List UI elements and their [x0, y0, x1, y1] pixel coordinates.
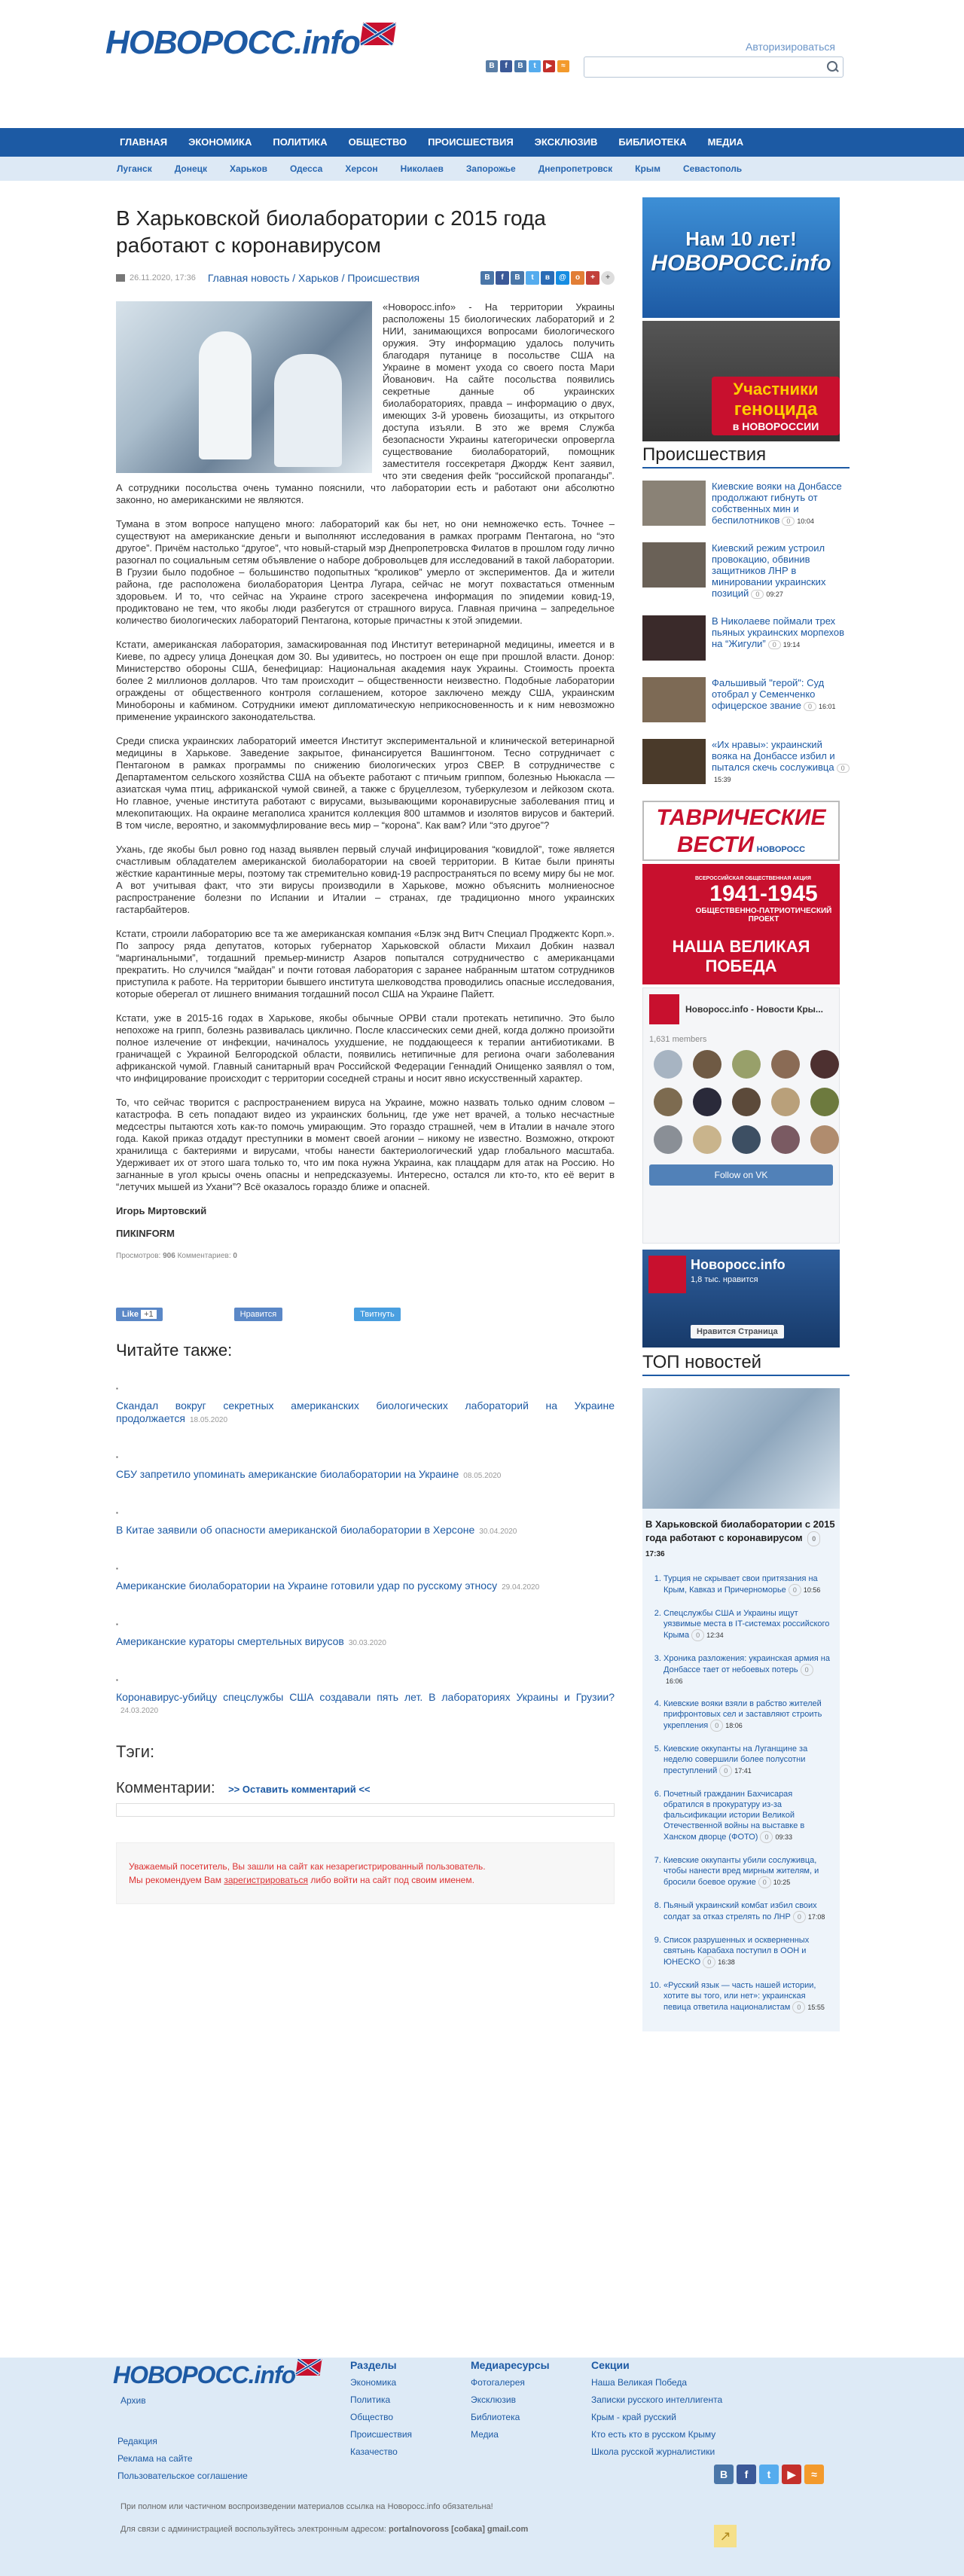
top-news-item	[664, 1653, 831, 1686]
related-date: 30.03.2020	[348, 1639, 386, 1647]
comment-count-badge: 0	[837, 764, 850, 773]
top-news-link[interactable]: Турция не скрывает свои притязания на Крым, Кавказ и Причерноморье	[664, 1574, 818, 1595]
vk-member-avatar[interactable]	[732, 1125, 761, 1154]
share-vk-icon[interactable]: В	[480, 271, 494, 285]
top-news-item	[664, 1608, 831, 1641]
top-news-item	[664, 1855, 831, 1888]
vk-member-avatar[interactable]	[693, 1125, 721, 1154]
top-news-item	[664, 1789, 831, 1843]
social-buttons	[116, 1308, 615, 1321]
vk-members: 1,631 members	[649, 1035, 707, 1044]
top-news-item	[664, 1699, 831, 1732]
comment-count-badge: 0	[751, 590, 764, 599]
region-nav-item[interactable]: Донецк	[174, 163, 208, 174]
search-input[interactable]	[584, 56, 844, 78]
related-item	[116, 1507, 615, 1538]
region-nav-item[interactable]: Херсон	[345, 163, 378, 174]
bullet-icon: ▪	[116, 1677, 118, 1683]
site-header	[0, 0, 964, 128]
share-icons	[480, 271, 615, 285]
footer-column	[591, 2359, 722, 2461]
share-more-icon[interactable]: +	[601, 271, 615, 285]
top-news-time: 10:56	[803, 1586, 821, 1594]
share-twitter-icon[interactable]: t	[526, 271, 539, 285]
region-nav	[0, 157, 964, 181]
logo-text[interactable]: НОВОРОСС.info	[105, 24, 360, 61]
vk-icon[interactable]: В	[714, 2465, 734, 2484]
footer-column-heading: Секции	[591, 2359, 630, 2371]
facebook-widget	[642, 1250, 840, 1348]
vk-member-avatar[interactable]	[654, 1088, 682, 1116]
related-item	[116, 1619, 615, 1650]
top-news-main	[642, 1518, 840, 1561]
article-column	[105, 197, 625, 1904]
incident-item	[642, 739, 850, 784]
incident-time: 19:14	[782, 641, 801, 649]
bullet-icon: ▪	[116, 1621, 118, 1628]
footer-copyright: При полном или частичном воспроизведении материалов ссылка на Новоросс.info обязательна!	[120, 2502, 493, 2511]
comment-form-bar[interactable]	[116, 1803, 615, 1817]
warn-pre: Мы рекомендуем Вам	[129, 1875, 224, 1885]
comment-count-badge: 0	[719, 1765, 732, 1777]
related-date: 24.03.2020	[120, 1707, 159, 1715]
vk-member-avatar[interactable]	[771, 1088, 800, 1116]
fb-like-page-button[interactable]: Нравится Страница	[691, 1325, 784, 1338]
comment-count-badge: 0	[801, 1664, 813, 1676]
article-stats	[116, 1250, 615, 1262]
top-news-block	[642, 1388, 840, 2031]
genocide-banner[interactable]	[642, 321, 840, 441]
article-body	[105, 289, 625, 1904]
footer-column	[471, 2359, 550, 2443]
vk-member-avatar[interactable]	[732, 1088, 761, 1116]
genocide-banner-label	[712, 377, 840, 435]
related-date: 30.04.2020	[479, 1528, 517, 1536]
incident-time: 15:39	[714, 776, 731, 783]
nav-item[interactable]: ПРОИСШЕСТВИЯ	[428, 136, 514, 148]
nav-item[interactable]: ЭКСКЛЮЗИВ	[534, 136, 598, 148]
footer-column-heading: Медиаресурсы	[471, 2359, 550, 2371]
related-link[interactable]: СБУ запретило упоминать американские биолаборатории на Украине	[116, 1468, 459, 1480]
incident-thumb[interactable]	[642, 481, 706, 526]
login-link[interactable]: Авторизироваться	[746, 41, 835, 53]
footer-link[interactable]: Редакция	[117, 2436, 157, 2446]
fb-page-title[interactable]: Новоросс.info	[691, 1257, 786, 1272]
fb-page-avatar[interactable]	[648, 1256, 686, 1293]
ad2-line2: геноцида	[734, 399, 818, 420]
vk-group-title[interactable]: Новоросс.info - Новости Кры...	[685, 1004, 823, 1015]
top-news-link[interactable]: Киевские оккупанты на Луганщине за неделю совершили более полусотни преступлений	[664, 1744, 808, 1775]
article-paragraph: Кстати, уже в 2015-16 годах в Харькове, якобы обычные ОРВИ стали протекать нетипично. Это было непохоже на грипп, болезнь развивалась циклично. После классических семи дней, когда должно произойти полное излечение от инфекции, начиналось ухудшение, не поддающееся к терапии антибиотиками. В граничащей с Украиной Белгородской области, появились нетипичные для региона очаги заболевания африканской чумой. Главный санитарный врач Российской Федерации Геннадий Онищенко заявлял о том, что инфицирование происходит с территории соседней страны и носит явно искусственный характер.	[116, 1012, 615, 1084]
article-title: В Харьковской биолаборатории с 2015 года работают с коронавирусом	[116, 206, 546, 257]
vk-member-avatar[interactable]	[810, 1125, 839, 1154]
article-paragraph: «Новоросс.info» - На территории Украины расположены 15 биологических лабораторий и 2 НИИ, занимающихся вопросами биологического оружия. Эту информацию удалось получить благодаря путанице в посольстве США на Украине в момент ухода со своего поста Мари Йованович. На сайте посольства появились секретные данные об украинских биолабораториях, правда – информацию о двух, имеющих 3-й уровень биозащиты, из открытого доступа изъяли. В это же время Служба безопасности Украины категорически опровергла существование биолабораторий, помощник заместителя госсекретаря Джордж Кент заявил, что эти сведения фейк “российской пропаганды”. А сотрудники посольства очень туманно пояснили, что лаборатории есть и работают они абсолютно законно, но американскими не являются.	[116, 301, 615, 505]
fb-like-label: Like	[122, 1310, 139, 1319]
share-lj-icon[interactable]: в	[541, 271, 554, 285]
related-item	[116, 1563, 615, 1594]
incidents-list	[642, 481, 850, 784]
top-news-heading: ТОП новостей	[642, 1352, 850, 1376]
top-news-item	[664, 1935, 831, 1968]
rss-icon[interactable]: ≈	[557, 60, 569, 72]
vk-group-avatar[interactable]	[649, 994, 679, 1024]
ad3-line2: ВЕСТИ	[676, 832, 755, 857]
guest-warning	[116, 1842, 615, 1904]
novorossiya-flag-icon	[360, 23, 396, 45]
article-paragraph: Тумана в этом вопросе напущено много: лабораторий как бы нет, но они немножечко есть. Точнее – существуют на американские деньги и выполняют исследования в рамках программ Пентагона, но “это другое”. Причём настолько “другое”, что новый-старый мэр Днепропетровска Филатов в прошлом году лично разогнал по социальным сетям объявление о наборе добровольцев для исследований в такой лаборатории. В Грузии было подобное – большинство подопытных “кроликов” умерло от экспериментов. Да и жители района, где расположена биолаборатория Центра Лугара, сейчас не могут похвастаться отменным здоровьем. И то, что сейчас на Украине строго засекречена информация по эпидемии ковид-19, продиктовано не тем, что якобы люди разбегутся от страшного вируса. Главная причина – запредельное количество биологических лабораторий Пентагона, которые причастны к этой эпидемии.	[116, 518, 615, 626]
top-news-list	[642, 1573, 840, 2013]
sidebar	[642, 197, 850, 2031]
region-nav-item[interactable]: Луганск	[117, 163, 152, 174]
incident-text	[712, 481, 850, 526]
views-label: Просмотров:	[116, 1252, 161, 1260]
article-paragraph: Ухань, где якобы был ровно год назад выявлен первый случай инфицирования “ковидлой”, тоже является счастливым обладателем американской биолаборатории на своей территории. В Китае были приняты жёсткие карантинные меры, поэтому так стремительно ковид-19 распространяться по всему миру бы не мог. А вот учитывая факт, что эти вирусы производили в Харькове, можно объяснить молниеносное распространение болезни по Испании и Италии – странах, где традиционно много украинских гастарбайтеров.	[116, 844, 615, 915]
top-news-link[interactable]: «Русский язык — часть нашей истории, хотите вы того, или нет»: украинская певица ответила националистам	[664, 1981, 816, 2012]
footer-column-link[interactable]: Библиотека	[471, 2412, 520, 2422]
top-news-time: 17:08	[807, 1913, 825, 1921]
incident-link[interactable]: «Их нравы»: украинский вояка на Донбассе избил и пытался скечь сослуживца	[712, 739, 835, 773]
tavricheskie-banner[interactable]	[642, 801, 840, 861]
incident-link[interactable]: Фальшивый "герой": Суд отобрал у Семенченко офицерское звание	[712, 677, 825, 711]
comment-count-badge: 0	[691, 1629, 704, 1641]
incident-thumb[interactable]	[642, 739, 706, 784]
twitter-icon[interactable]: t	[759, 2465, 779, 2484]
comment-count-badge: 0	[760, 1831, 773, 1843]
top-news-link[interactable]: Пьяный украинский комбат избил своих солдат за отказ стрелять по ЛНР	[664, 1901, 817, 1921]
ad2-line1: Участники	[733, 380, 819, 398]
top-news-time: 10:25	[773, 1879, 791, 1886]
share-gplus-icon[interactable]: +	[586, 271, 599, 285]
article-meta	[105, 267, 625, 289]
ad1-line2: НОВОРОСС.info	[651, 251, 831, 276]
ad3-tag: НОВОРОСС	[756, 845, 806, 854]
related-list	[116, 1383, 615, 1717]
incident-time: 09:27	[766, 591, 783, 598]
article-source: ПИКINFORM	[116, 1228, 175, 1239]
article-date: 26.11.2020, 17:36	[130, 273, 196, 282]
site-logo[interactable]	[105, 23, 395, 62]
related-date: 18.05.2020	[189, 1416, 228, 1424]
top-news-photo[interactable]	[642, 1388, 840, 1509]
top-news-main-time: 17:36	[645, 1550, 665, 1558]
vk-member-grid	[654, 1050, 833, 1154]
nav-item[interactable]: ОБЩЕСТВО	[348, 136, 407, 148]
incident-item	[642, 615, 850, 661]
ad4-line: НАША ВЕЛИКАЯ ПОБЕДА	[672, 937, 810, 975]
related-date: 08.05.2020	[463, 1472, 502, 1480]
comments-heading: Комментарии:	[116, 1780, 215, 1796]
comment-count-badge: 0	[789, 1584, 801, 1596]
top-news-item	[664, 1900, 831, 1923]
related-heading: Читайте также:	[116, 1341, 233, 1360]
footer-contact	[120, 2525, 528, 2534]
ad4-years: 1941-1945	[709, 881, 818, 906]
region-nav-item[interactable]: Днепропетровск	[538, 163, 613, 174]
footer-social-icons	[714, 2465, 824, 2484]
top-news-link[interactable]: Киевские оккупанты убили сослуживца, чтобы нанести вред мирным жителям, и бросили боевое оружие	[664, 1856, 819, 1887]
top-news-link[interactable]: Спецслужбы США и Украины ищут уязвимые места в IT-системах российского Крыма	[664, 1609, 830, 1640]
incident-time: 10:04	[797, 517, 814, 525]
nav-item[interactable]: БИБЛИОТЕКА	[618, 136, 687, 148]
comment-count-badge: 0	[792, 2001, 805, 2013]
footer-logo[interactable]	[113, 2359, 321, 2389]
top-news-time: 16:06	[666, 1677, 683, 1685]
print-icon[interactable]	[116, 274, 125, 282]
top-news-main-link[interactable]: В Харьковской биолаборатории с 2015 года работают с коронавирусом	[645, 1518, 835, 1543]
ad1-line1: Нам 10 лет!	[685, 227, 797, 250]
top-news-time: 18:06	[725, 1722, 743, 1729]
comments-section	[116, 1782, 615, 1796]
top-news-time: 09:33	[775, 1833, 792, 1841]
top-news-item	[664, 1573, 831, 1596]
vk-member-avatar[interactable]	[771, 1125, 800, 1154]
scroll-top-icon[interactable]: ↗	[714, 2525, 737, 2547]
top-news-item	[664, 1744, 831, 1777]
share-ok-icon[interactable]: В	[511, 271, 524, 285]
nav-item[interactable]: ПОЛИТИКА	[273, 136, 328, 148]
comments-count: 0	[233, 1252, 237, 1260]
incident-text	[712, 615, 850, 661]
article-author: Игорь Миртовский	[116, 1205, 207, 1216]
footer-column-link[interactable]: Экономика	[350, 2377, 397, 2388]
incident-text	[712, 677, 850, 722]
article-paragraph: Кстати, строили лабораторию все та же американская компания «Блэк энд Витч Специал Проджектс Корп.». По запросу ряда депутатов, которых губернатор Харьковской области Михаил Добкин назвал “маргинальными”, тогдашний премьер-министр Азаров попытался сотрудничество с американцами прекратить. Но случился “майдан” и почти готовая лаборатория с заранее набранным штатом сотрудников приступила к работе. На территории бывшего института шелководства проводились опасные исследования, которые оберегал от лишнего внимания тогдашний посол США на Украине Пайетт.	[116, 928, 615, 1000]
footer-column-link[interactable]: Медиа	[471, 2429, 499, 2440]
ad3-line2-row	[644, 832, 838, 858]
fb-page-likes: 1,8 тыс. нравится	[691, 1275, 758, 1284]
facebook-icon[interactable]: f	[500, 60, 512, 72]
comment-count-badge: 0	[703, 1956, 715, 1968]
top-news-link[interactable]: Почетный гражданин Бахчисарая обратился в прокуратуру из-за фальсификации истории Великой Отечественной войны на выставке в Ханском дворце (ФОТО)	[664, 1790, 805, 1842]
bullet-icon: ▪	[116, 1385, 118, 1392]
footer-column-link[interactable]: Происшествия	[350, 2429, 413, 2440]
related-item	[116, 1451, 615, 1482]
comment-count-badge: 0	[758, 1876, 771, 1888]
related-link[interactable]: Американские кураторы смертельных вирусов	[116, 1635, 344, 1647]
bullet-icon: ▪	[116, 1565, 118, 1572]
incident-text	[712, 739, 850, 784]
register-link[interactable]: зарегистрироваться	[224, 1875, 309, 1885]
incident-time: 16:01	[819, 703, 836, 710]
top-news-link[interactable]: Киевские вояки взяли в рабство жителей прифронтовых сел и заставляют строить укрепления	[664, 1699, 822, 1730]
comments-label: Комментариев:	[177, 1252, 231, 1260]
bullet-icon: ▪	[116, 1454, 118, 1460]
footer-column	[350, 2359, 412, 2461]
incident-thumb[interactable]	[642, 542, 706, 588]
vk-member-avatar[interactable]	[693, 1088, 721, 1116]
footer-column-link[interactable]: Школа русской журналистики	[591, 2446, 715, 2457]
footer-column-link[interactable]: Кто есть кто в русском Крыму	[591, 2429, 716, 2440]
vk-member-avatar[interactable]	[654, 1125, 682, 1154]
ad2-line3: в НОВОРОССИИ	[732, 420, 819, 432]
vk-follow-button[interactable]: Follow on VK	[649, 1164, 833, 1186]
related-item	[116, 1674, 615, 1717]
vk2-icon[interactable]: В	[514, 60, 526, 72]
incident-text	[712, 542, 850, 599]
ad3-line1: ТАВРИЧЕСКИЕ	[656, 805, 826, 830]
nav-item[interactable]: ГЛАВНАЯ	[120, 136, 168, 148]
related-link[interactable]: Американские биолаборатории на Украине готовили удар по русскому этносу	[116, 1579, 498, 1592]
search-icon[interactable]	[827, 61, 838, 72]
archive-link[interactable]: Архив	[120, 2395, 146, 2406]
victory-banner[interactable]	[642, 864, 840, 984]
footer-column-link[interactable]: Эксклюзив	[471, 2394, 516, 2405]
vk-member-avatar[interactable]	[654, 1050, 682, 1079]
fb-like-count: +1	[141, 1310, 157, 1319]
footer-column-link[interactable]: Крым - край русский	[591, 2412, 676, 2422]
footer-contact-text: Для связи с администрацией воспользуйтесь электронным адресом:	[120, 2525, 389, 2534]
site-footer	[0, 2358, 964, 2576]
incident-thumb[interactable]	[642, 677, 706, 722]
ad4-small2: ОБЩЕСТВЕННО-ПАТРИОТИЧЕСКИЙ ПРОЕКТ	[695, 907, 832, 923]
comment-count-badge: 0	[804, 702, 816, 711]
share-ok2-icon[interactable]: о	[571, 271, 584, 285]
vk-widget	[642, 987, 840, 1244]
bullet-icon: ▪	[116, 1509, 118, 1516]
top-news-time: 17:41	[734, 1767, 752, 1775]
footer-logo-text[interactable]: НОВОРОСС.info	[113, 2361, 296, 2388]
region-nav-item[interactable]: Севастополь	[682, 163, 743, 174]
region-nav-item[interactable]: Запорожье	[465, 163, 516, 174]
footer-column-link[interactable]: Общество	[350, 2412, 394, 2422]
region-nav-item[interactable]: Одесса	[290, 163, 323, 174]
tags-label: Тэги:	[116, 1742, 155, 1761]
incident-link[interactable]: Киевские вояки на Донбассе продолжают гибнуть от собственных мин и беспилотников	[712, 481, 842, 526]
related-item	[116, 1383, 615, 1427]
footer-column-link[interactable]: Наша Великая Победа	[591, 2377, 688, 2388]
vk-like-button[interactable]: Нравится	[234, 1308, 283, 1321]
incident-item	[642, 542, 850, 599]
comment-count-badge: 0	[710, 1720, 723, 1732]
top-news-link[interactable]: Хроника разложения: украинская армия на Донбассе тает от небоевых потерь	[664, 1654, 830, 1674]
warn-post: либо войти на сайт под своим именем.	[308, 1875, 474, 1885]
footer-link[interactable]: Пользовательское соглашение	[117, 2471, 248, 2481]
nav-item[interactable]: МЕДИА	[707, 136, 744, 148]
ad4-small1: ВСЕРОССИЙСКАЯ ОБЩЕСТВЕННАЯ АКЦИЯ	[695, 876, 811, 881]
main-nav	[0, 128, 964, 157]
warn-line2	[129, 1873, 602, 1887]
incident-link[interactable]: Киевский режим устроил провокацию, обвинив защитников ЛНР в минировании украинских позиций	[712, 542, 826, 599]
header-social-icons	[486, 60, 569, 72]
related-link[interactable]: В Китае заявили об опасности американской биолаборатории в Херсоне	[116, 1524, 475, 1536]
article-paragraph: Среди списка украинских лабораторий имеется Институт экспериментальной и клинической ветеринарной медицины в Харькове. Заведение закрытое, финансируется Вашингтоном. Тесно сотрудничает с Пентагоном в рамках программы по снижению биологических угроз СВЕР. В сотрудничестве с Департаментом сельского хозяйства США на объекте работают с птичьим гриппом, болезнью Ньюкасла — азиатская чума птиц, африканской чумой свиней, а также с бруцеллезом, туберкулезом и лейкозом скота. Но главное, ученые института работают с вирусами, вызывающими коронавирусные заболевания птиц и млекопитающих. На окраине мегаполиса хранится коллекция 800 штаммов и изолятов вирусов и бактерий. В том числе, вероятно, и закоммуфлирование весь мир – “корона”. Как вам? Или “это другое”?	[116, 735, 615, 831]
top-news-link[interactable]: Список разрушенных и оскверненных святынь Карабаха поступил в ООН и ЮНЕСКО	[664, 1936, 810, 1967]
footer-link[interactable]: Реклама на сайте	[117, 2453, 193, 2464]
leave-comment-link[interactable]: >> Оставить комментарий <<	[228, 1784, 371, 1795]
youtube-icon[interactable]: ▶	[782, 2465, 801, 2484]
footer-column-link[interactable]: Политика	[350, 2394, 391, 2405]
incident-item	[642, 481, 850, 526]
comment-count-badge: 0	[768, 640, 781, 649]
footer-column-link[interactable]: Фотогалерея	[471, 2377, 525, 2388]
footer-flag-icon	[296, 2359, 322, 2376]
twitter-icon[interactable]: t	[529, 60, 541, 72]
views-count: 906	[163, 1252, 175, 1260]
incidents-heading: Происшествия	[642, 444, 850, 469]
top-news-time: 15:55	[807, 2004, 825, 2011]
top-news-time: 12:34	[706, 1631, 724, 1639]
footer-links	[117, 2433, 248, 2485]
footer-column-heading: Разделы	[350, 2359, 397, 2371]
article-paragraph: То, что сейчас творится с распространением вируса на Украине, можно назвать только одним словом – катастрофа. В сеть попадают видео из украинских больниц, где уже нет врачей, а только несчастные медсестры пытаются хоть как-то помочь умирающим. Это гораздо страшней, чем в Италии в начале этого года. Какой приказ отдадут преступники в момент своей агонии – никому не известно. Возможно, откроют хранилища с бактериями и вирусами, чтобы нанести бактериологический удар глобального масштаба. Удерживает их от этого шага только то, что им пока нужна Украина, как плацдарм для атак на Россию. Но загнанные в угол крысы очень опасны и непредсказуемы. Интересно, остался ли кто-то, кто её верит в “летучих мышей из Ухани”? Всё оказалось гораздо ближе и опасней.	[116, 1097, 615, 1192]
nav-item[interactable]: ЭКОНОМИКА	[188, 136, 252, 148]
anniversary-banner[interactable]	[642, 197, 840, 318]
incident-thumb[interactable]	[642, 615, 706, 661]
fb-like-button[interactable]	[116, 1308, 163, 1321]
top-news-time: 16:38	[718, 1958, 735, 1966]
article-photo	[116, 301, 372, 473]
region-nav-item[interactable]: Харьков	[230, 163, 267, 174]
article-paragraph: Кстати, американская лаборатория, замаскированная под Институт ветеринарной медицины, имеется и в Киеве, по адресу улица Донецкая дом 30. Вы удивитесь, но построен он еще при прошлой власти. Донор: Министерство обороны США, бенефициар: Национальная академия наук Украины. Стоимость проекта более 2 миллионов долларов. Что там происходит – общественности неизвестно. Подобные лаборатории ограждены от общественного контроля соглашением, которое заключено между США, украинским Минобороны и кабмином. Сотрудники имеют дипломатическую неприкосновенность и к ним невозможно применение украинского законодательства.	[116, 639, 615, 722]
footer-column-link[interactable]: Казачество	[350, 2446, 398, 2457]
comment-count-badge: 0	[793, 1911, 806, 1923]
footer-email: portalnovoross [собака] gmail.com	[389, 2525, 529, 2534]
vk-member-avatar[interactable]	[810, 1088, 839, 1116]
facebook-icon[interactable]: f	[737, 2465, 756, 2484]
footer-column-link[interactable]: Записки русского интеллигента	[591, 2394, 723, 2405]
rss-icon[interactable]: ≈	[804, 2465, 824, 2484]
comment-count-badge: 0	[782, 517, 795, 526]
region-nav-item[interactable]: Николаев	[400, 163, 444, 174]
related-date: 29.04.2020	[502, 1583, 540, 1592]
youtube-icon[interactable]: ▶	[543, 60, 555, 72]
share-mail-icon[interactable]: @	[556, 271, 569, 285]
region-nav-item[interactable]: Крым	[635, 163, 660, 174]
top-news-item	[664, 1980, 831, 2013]
vk-icon[interactable]: В	[486, 60, 498, 72]
share-fb-icon[interactable]: f	[496, 271, 509, 285]
vk-member-avatar[interactable]	[771, 1050, 800, 1079]
article-categories[interactable]: Главная новость / Харьков / Происшествия	[207, 272, 420, 284]
incident-link[interactable]: В Николаеве поймали трех пьяных украинских морпехов на “Жигули”	[712, 615, 845, 649]
tweet-button[interactable]: Твитнуть	[354, 1308, 401, 1321]
related-link[interactable]: Коронавирус-убийцу спецслужбы США создавали пять лет. В лабораториях Украины и Грузии?	[116, 1691, 615, 1703]
comment-count-badge: 0	[807, 1531, 820, 1546]
vk-member-avatar[interactable]	[732, 1050, 761, 1079]
vk-header	[649, 994, 833, 1024]
vk-member-avatar[interactable]	[810, 1050, 839, 1079]
warn-line1: Уважаемый посетитель, Вы зашли на сайт как незарегистрированный пользователь.	[129, 1861, 486, 1872]
incident-item	[642, 677, 850, 722]
related-link[interactable]: Скандал вокруг секретных американских биологических лабораторий на Украине продолжается	[116, 1399, 615, 1424]
vk-member-avatar[interactable]	[693, 1050, 721, 1079]
